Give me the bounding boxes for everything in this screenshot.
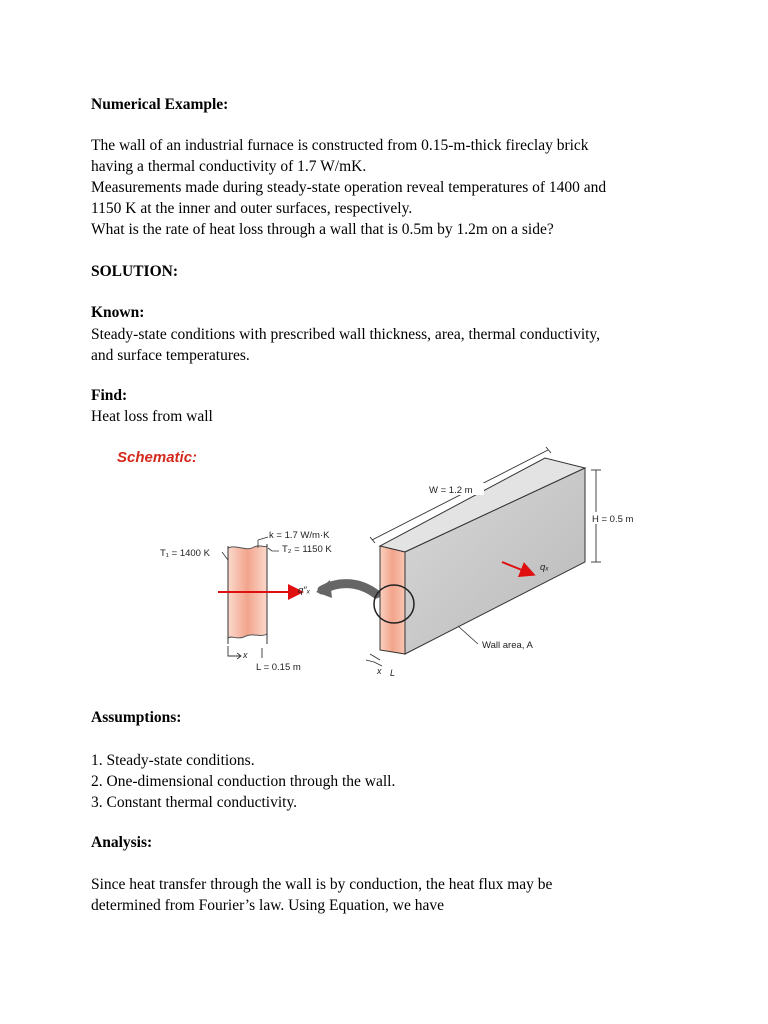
- assumptions-list: [91, 750, 691, 813]
- label-wall-area: Wall area, A: [482, 640, 533, 651]
- schematic-title: Schematic:: [117, 449, 198, 466]
- problem-line: 1150 K at the inner and outer surfaces, respectively.: [91, 200, 413, 217]
- problem-statement: [91, 135, 691, 240]
- heading: Numerical Example:: [91, 96, 229, 113]
- label-qx: qₓ: [540, 562, 549, 573]
- label-L: L: [390, 668, 396, 678]
- problem-line: having a thermal conductivity of 1.7 W/mK.: [91, 158, 367, 175]
- known-heading: Known:: [91, 304, 145, 321]
- solution-heading: SOLUTION:: [91, 263, 178, 280]
- assumption-item: 1. Steady-state conditions.: [91, 752, 255, 769]
- label-L-value: L = 0.15 m: [256, 662, 301, 673]
- label-x: x: [243, 650, 248, 660]
- assumptions-heading: Assumptions:: [91, 709, 182, 726]
- assumption-item: 2. One-dimensional conduction through the wall.: [91, 773, 396, 790]
- known-text: [91, 324, 691, 366]
- label-t2: T₂ = 1150 K: [282, 544, 332, 555]
- schematic-svg: [0, 440, 768, 680]
- wall-cross-section: [218, 544, 300, 644]
- find-text: Heat loss from wall: [91, 408, 213, 425]
- problem-line: Measurements made during steady-state operation reveal temperatures of 1400 and: [91, 179, 607, 196]
- x-axis-block: [366, 654, 382, 666]
- label-t1: T₁ = 1400 K: [160, 548, 210, 559]
- label-W: W = 1.2 m: [429, 485, 473, 496]
- analysis-line: determined from Fourier’s law. Using Equation, we have: [91, 897, 444, 914]
- known-line: and surface temperatures.: [91, 347, 250, 364]
- find-heading: Find:: [91, 387, 128, 404]
- analysis-line: Since heat transfer through the wall is by conduction, the heat flux may be: [91, 876, 553, 893]
- known-line: Steady-state conditions with prescribed wall thickness, area, thermal conductivity,: [91, 326, 601, 343]
- label-qx-flux: q″ₓ: [298, 585, 311, 596]
- assumption-item: 3. Constant thermal conductivity.: [91, 794, 298, 811]
- analysis-text: [91, 874, 691, 916]
- problem-line: What is the rate of heat loss through a wall that is 0.5m by 1.2m on a side?: [91, 221, 554, 238]
- schematic-figure: [0, 440, 768, 680]
- analysis-heading: Analysis:: [91, 834, 153, 851]
- label-x-block: x: [377, 666, 382, 676]
- label-k: k = 1.7 W/m·K: [269, 530, 330, 541]
- problem-line: The wall of an industrial furnace is constructed from 0.15-m-thick fireclay brick: [91, 137, 589, 154]
- label-H: H = 0.5 m: [592, 514, 634, 525]
